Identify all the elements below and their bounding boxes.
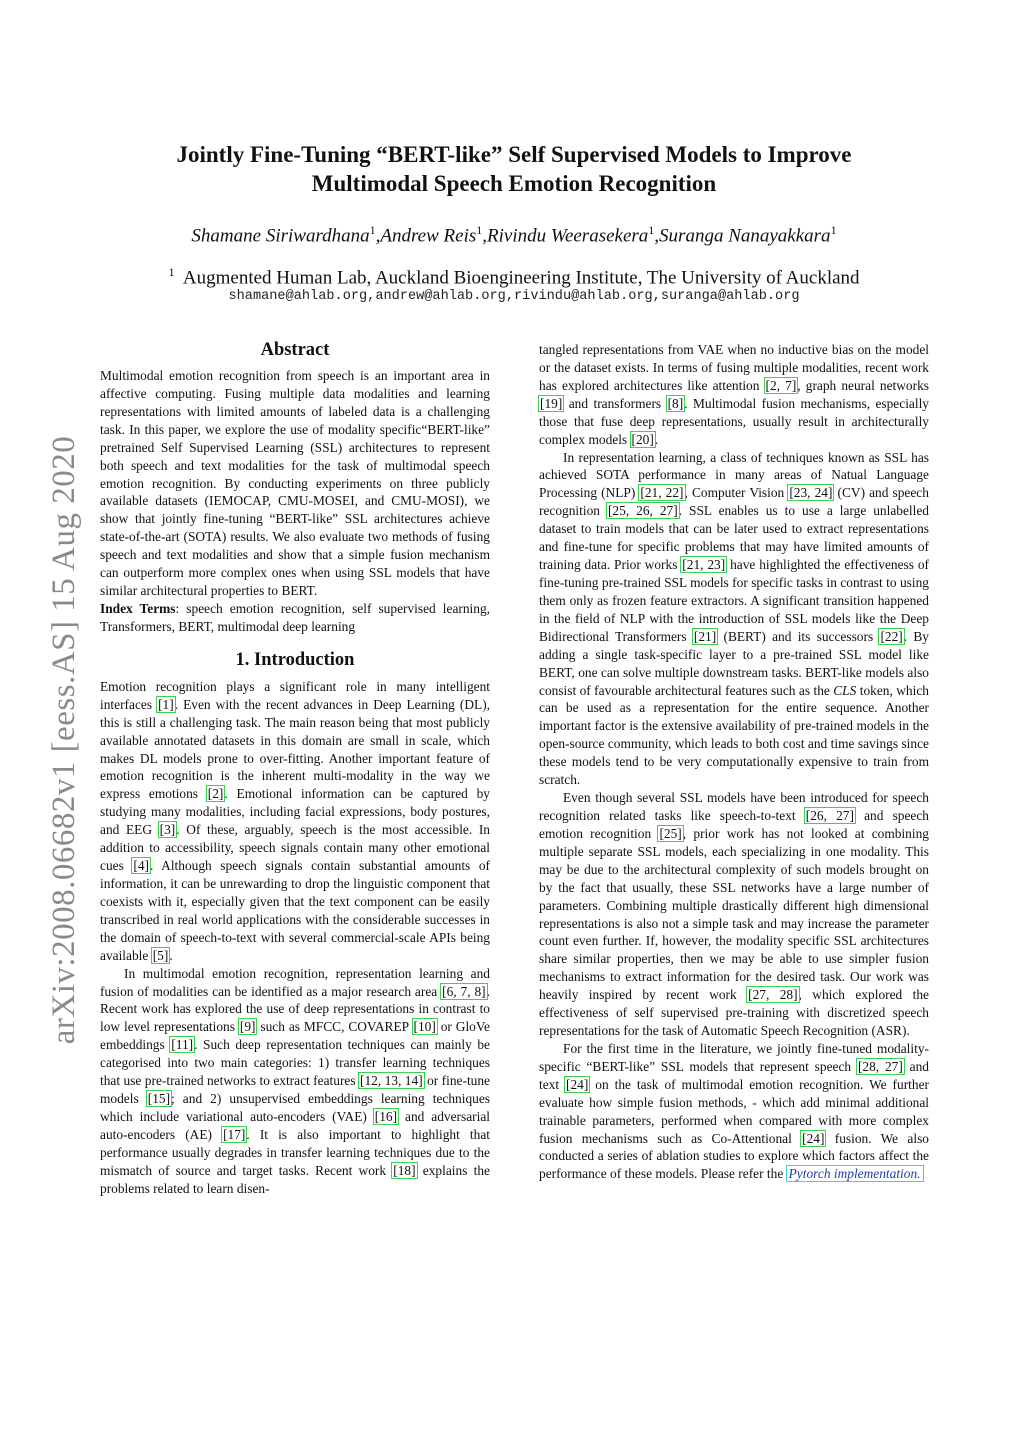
text-run: . It is also important to highlight that performance usually degrades in transfer learning techniques due to the mismatch of source and target tasks. Recent work bbox=[100, 1126, 490, 1178]
text-run: or GloVe embeddings bbox=[100, 1019, 490, 1053]
citation-link[interactable]: [24] bbox=[566, 1076, 589, 1092]
text-run: such as MFCC, COVAREP bbox=[256, 1019, 413, 1035]
intro-paragraph-2 bbox=[100, 965, 490, 1198]
author-affil-mark: 1 bbox=[476, 223, 483, 237]
text-run: tangled representations from VAE when no inductive bias on the model or the dataset exists. In terms of fusing multiple modalities, recent work has explored architectures like attention bbox=[539, 342, 929, 393]
citation-link[interactable]: [9] bbox=[239, 1019, 256, 1035]
citation-link[interactable]: [12, 13, 14] bbox=[360, 1073, 423, 1089]
author-list: Shamane Siriwardhana$^1$,Andrew Reis$^1$,Rivindu Weerasekera$^1$,Suranga Nanayakkara$^1$ bbox=[191, 223, 837, 247]
arxiv-identifier-stamp: arXiv:2008.06682v1 [eess.AS] 15 Aug 2020 bbox=[46, 435, 82, 1045]
text-run: . Of these, arguably, speech is the most accessible. In addition to accessibility, speech signals contain many other emotional cues bbox=[100, 822, 491, 874]
index-terms-label: Index Terms bbox=[100, 600, 176, 616]
citation-link[interactable]: [28, 27] bbox=[857, 1058, 903, 1074]
text-run: have highlighted the effectiveness of fine-tuning pre-trained SSL models for specific tasks in contrast to using them only as frozen feature extractors. A significant transition happened in the field of NLP with the introduction of SSL models like the Deep Bidirectional Transformers bbox=[539, 557, 929, 644]
citation-link[interactable]: [18] bbox=[393, 1162, 416, 1178]
abstract-heading: Abstract bbox=[260, 340, 330, 360]
text-run: . bbox=[654, 431, 659, 447]
citation-link[interactable]: [21, 23] bbox=[682, 557, 726, 573]
citation-link[interactable]: [20] bbox=[631, 431, 654, 447]
citation-link[interactable]: [1] bbox=[158, 696, 174, 712]
citation-link[interactable]: [16] bbox=[374, 1108, 398, 1124]
citation-link[interactable]: [22] bbox=[880, 628, 903, 644]
title-line-1: Jointly Fine-Tuning “BERT-like” Self Supervised Models to Improve bbox=[176, 142, 852, 167]
citation-link[interactable]: [8] bbox=[667, 395, 684, 411]
text-run: . Recent work has explored the use of deep representations in contrast to low level representations bbox=[100, 983, 490, 1035]
text-run: , prior work has not looked at combining multiple separate SSL models, each specializing in one modality. This may be due to the architectural complexity of such models brought on by the fact that usually, these SSL networks have a large number of parameters. Combining multiple drastically different high dimensional representations is also not a simple task and may increase the parameter count even further. If, however, the modality specific SSL architectures share similar properties, then we may be able to use simpler fusion mechanisms to extract information for the desired task. Our work was heavily inspired by recent work bbox=[539, 825, 929, 1003]
text-run: . Multimodal fusion mechanisms, especially those that fuse deep representations, usually result in architecturally complex models bbox=[539, 395, 929, 447]
text-run: For the first time in the literature, we jointly fine-tuned modality-specific “BERT-like” SSL models that represent speech bbox=[539, 1040, 929, 1074]
author-affil-mark: 1 bbox=[830, 223, 837, 237]
text-run: on the task of multimodal emotion recognition. We further evaluate how simple fusion methods, - which add minimal additional trainable parameters, performed when compared with more complex fusion mechanisms such as Co-Attentional bbox=[539, 1076, 929, 1146]
title-line-2: Multimodal Speech Emotion Recognition bbox=[311, 171, 717, 196]
citation-link[interactable]: [3] bbox=[159, 822, 176, 838]
text-run: , which explored the effectiveness of self supervised pre-training with discretized speech representations for the task of Automatic Speech Recognition (ASR). bbox=[539, 987, 929, 1039]
section-heading-introduction: 1. Introduction bbox=[235, 649, 355, 670]
abstract-text: Multimodal emotion recognition from speech is an important area in affective computing. Fusing multiple data modalities and learning representations with limited amounts of labeled data is a challenging task. In this paper, we explore the use of modality specific“BERT-like” pretrained Self Supervised Learning (SSL) architectures to represent both speech and text modalities for the task of multimodal speech emotion recognition. By conducting experiments on three publicly available datasets (IEMOCAP, CMU-MOSEI, and CMU-MOSI), we show that jointly fine-tuning “BERT-like” SSL architectures achieve state-of-the-art (SOTA) results. We also evaluate two methods of fusing speech and text modalities and show that a simple fusion mechanism can outperform more complex ones when using SSL models that have similar architectural properties to BERT. bbox=[100, 368, 490, 599]
citation-link[interactable]: [21, 22] bbox=[640, 485, 684, 501]
pytorch-implementation-link[interactable]: Pytorch implementation. bbox=[788, 1166, 921, 1182]
citation-link[interactable]: [6, 7, 8] bbox=[442, 983, 486, 999]
citation-link[interactable]: [24] bbox=[802, 1130, 825, 1146]
text-run: In multimodal emotion recognition, representation learning and fusion of modalities can be identified as a major research area bbox=[100, 965, 490, 999]
citation-link[interactable]: [2] bbox=[207, 786, 224, 802]
text-run: . SSL enables us to use a large unlabelled dataset to train models that can be later used to extract representations and fine-tune for specific problems that may have limited amounts of training data. Prior works bbox=[539, 503, 930, 573]
text-run: or fine-tune models bbox=[100, 1073, 491, 1107]
text-run: Even though several SSL models have been introduced for speech recognition related tasks like speech-to-text bbox=[539, 790, 929, 823]
citation-link[interactable]: [27, 28] bbox=[748, 987, 798, 1003]
left-column bbox=[100, 338, 490, 1198]
text-run: Emotion recognition plays a significant role in many intelligent interfaces bbox=[100, 678, 490, 712]
cls-token-math: CLS bbox=[833, 682, 857, 698]
index-terms-text: : speech emotion recognition, self supervised learning, Transformers, BERT, multimodal deep learning bbox=[100, 600, 491, 634]
author-name: Shamane Siriwardhana bbox=[191, 225, 370, 247]
text-run: . Emotional information can be captured by studying many modalities, including facial expressions, body postures, and EEG bbox=[100, 786, 491, 838]
intro-paragraph-1 bbox=[100, 678, 490, 965]
paper-title bbox=[100, 140, 928, 198]
text-run: , Computer Vision bbox=[684, 485, 789, 501]
text-run: and speech emotion recognition bbox=[539, 807, 929, 841]
text-run: . Such deep representation techniques can mainly be categorised into two main categories: 1) transfer learning techniques that use pre-trained networks to extract features bbox=[100, 1037, 490, 1089]
right-column bbox=[539, 341, 929, 1183]
text-run: . Although speech signals contain substantial amounts of information, it can be unrewarding to drop the linguistic component that coexists with it, especially given that the text component can be easily transcribed in real world applications with the considerable successes in the domain of speech-to-text with several commercial-scale APIs being available bbox=[100, 858, 490, 963]
citation-link[interactable]: [19] bbox=[540, 395, 563, 411]
text-run: explains the problems related to learn disen- bbox=[100, 1162, 490, 1196]
citation-link[interactable]: [2, 7] bbox=[765, 377, 797, 393]
citation-link[interactable]: [25] bbox=[659, 825, 682, 841]
text-run: token, which can be used as a representation for the entire sequence. Another important factor is the extensive availability of pre-trained models in the open-source community, which leads to both cost and time savings since these models tend to be very computationally expensive to train from scratch. bbox=[539, 682, 929, 788]
author-name: Rivindu Weerasekera bbox=[487, 225, 649, 247]
text-run: . Even with the recent advances in Deep Learning (DL), this is still a challenging task. The main reason being that most publicly available annotated datasets in this domain are small in scale, which makes DL models prone to over-fitting. Another important feature of emotion recognition is the inherent multi-modality in the way we express emotions bbox=[100, 696, 490, 802]
author-emails[interactable]: shamane@ahlab.org,andrew@ahlab.org,rivindu@ahlab.org,suranga@ahlab.org bbox=[228, 289, 800, 304]
author-name: Suranga Nanayakkara bbox=[659, 225, 831, 247]
text-run: . By adding a single task-specific layer to a pre-trained SSL model like BERT, one can solve multiple downstream tasks. BERT-like models also consist of favourable architectural features such as the bbox=[539, 628, 929, 698]
text-run: fusion. We also conducted a series of ablation studies to explore which factors affect the performance of these models. Please refer the bbox=[539, 1130, 929, 1182]
intro-paragraph-4 bbox=[539, 449, 929, 790]
citation-link[interactable]: [10] bbox=[413, 1019, 436, 1035]
affiliation bbox=[100, 260, 928, 290]
index-terms bbox=[100, 600, 490, 636]
text-run: and adversarial auto-encoders (AE) bbox=[100, 1108, 490, 1142]
author-affil-mark: 1 bbox=[648, 223, 655, 237]
text-run: (CV) and speech recognition bbox=[539, 485, 929, 519]
affiliation-mark: 1 bbox=[168, 265, 175, 279]
author-affil-mark: 1 bbox=[369, 223, 376, 237]
citation-link[interactable]: [5] bbox=[152, 947, 169, 963]
citation-link[interactable]: [21] bbox=[693, 628, 717, 644]
author-name: Andrew Reis bbox=[380, 225, 477, 247]
text-run: and transformers bbox=[563, 395, 667, 411]
text-run: ; and 2) unsupervised embeddings learning techniques which include variational auto-encoders (VAE) bbox=[100, 1091, 491, 1124]
text-run: In representation learning, a class of techniques known as SSL has achieved SOTA performance in many areas of Natual Language Processing (NLP) bbox=[539, 449, 929, 501]
citation-link[interactable]: [4] bbox=[133, 858, 149, 874]
citation-link[interactable]: [15] bbox=[147, 1091, 171, 1107]
citation-link[interactable]: [25, 26, 27] bbox=[607, 503, 678, 519]
affiliation-text: Augmented Human Lab, Auckland Bioengineering Institute, The University of Auckland bbox=[182, 267, 860, 289]
citation-link[interactable]: [26, 27] bbox=[805, 807, 854, 823]
text-run: (BERT) and its successors bbox=[717, 628, 880, 644]
citation-link[interactable]: [11] bbox=[171, 1037, 194, 1053]
intro-paragraph-6 bbox=[539, 1040, 929, 1183]
text-run: . bbox=[169, 947, 173, 963]
intro-paragraph-3 bbox=[539, 341, 929, 449]
citation-link[interactable]: [23, 24] bbox=[789, 485, 833, 501]
text-run: , graph neural networks bbox=[797, 377, 929, 393]
text-run: and text bbox=[539, 1058, 929, 1092]
citation-link[interactable]: [17] bbox=[223, 1126, 246, 1142]
intro-paragraph-5 bbox=[539, 789, 929, 1040]
